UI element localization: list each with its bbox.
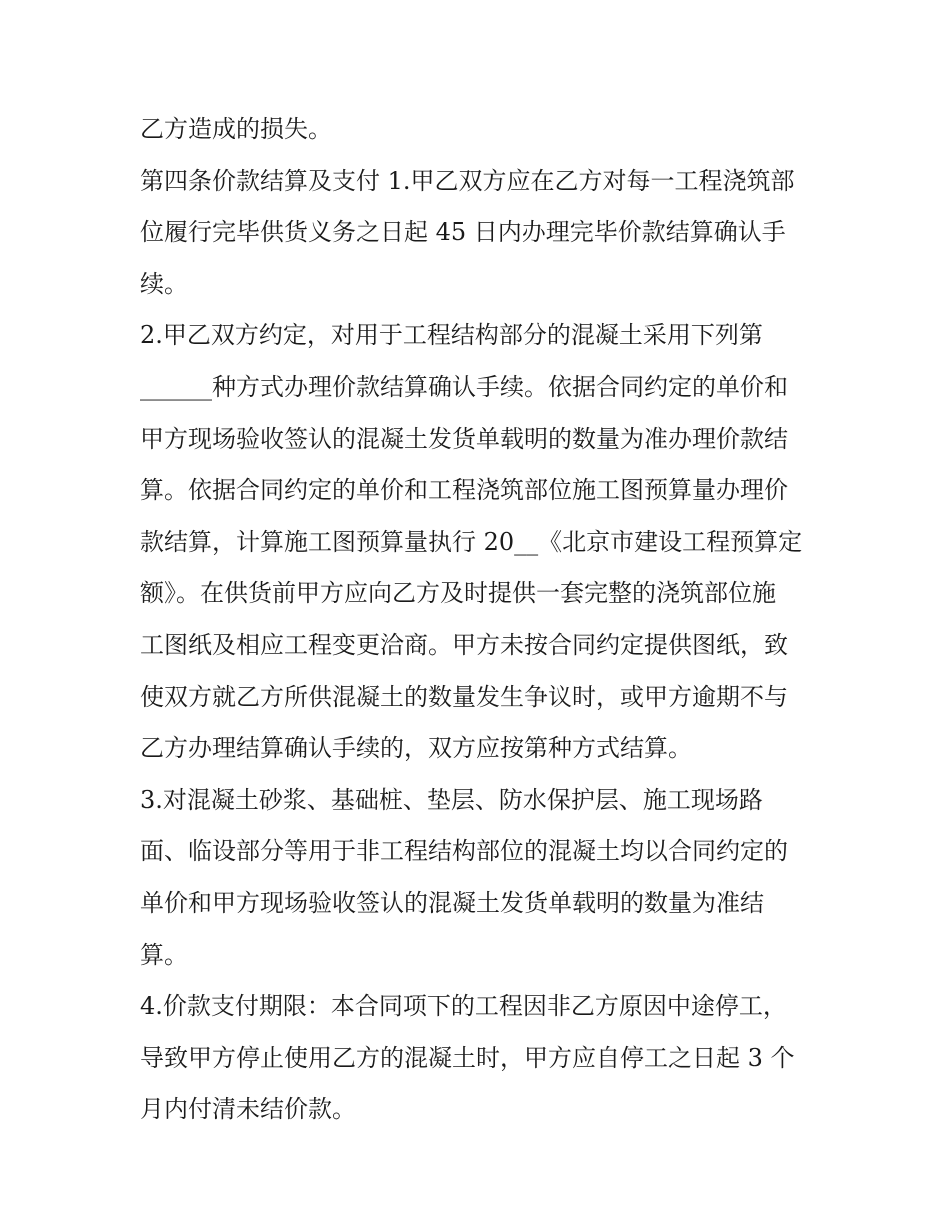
text-line: 额》。在供货前甲方应向乙方及时提供一套完整的浇筑部位施 bbox=[140, 579, 776, 608]
text-line: 甲方现场验收签认的混凝土发货单载明的数量为准办理价款结 bbox=[140, 424, 788, 453]
text-line: 算。依据合同约定的单价和工程浇筑部位施工图预算量办理价 bbox=[140, 476, 788, 505]
document-body bbox=[140, 104, 820, 1136]
text-line: 算。 bbox=[140, 940, 188, 969]
text-line: 导致甲方停止使用乙方的混凝土时，甲方应自停工之日起 3 个 bbox=[140, 1043, 795, 1072]
text-line: 使双方就乙方所供混凝土的数量发生争议时，或甲方逾期不与 bbox=[140, 682, 788, 711]
text-line: 款结算，计算施工图预算量执行 20__《北京市建设工程预算定 bbox=[140, 527, 803, 556]
text-line: 单价和甲方现场验收签认的混凝土发货单载明的数量为准结 bbox=[140, 888, 764, 917]
text-line: ______种方式办理价款结算确认手续。依据合同约定的单价和 bbox=[140, 372, 788, 401]
text-line: 月内付清未结价款。 bbox=[140, 1095, 356, 1124]
text-line: 工图纸及相应工程变更洽商。甲方未按合同约定提供图纸，致 bbox=[140, 630, 788, 659]
text-line: 乙方造成的损失。 bbox=[140, 115, 332, 143]
text-line: 续。 bbox=[140, 269, 188, 298]
text-line: 第四条价款结算及支付 1.甲乙双方应在乙方对每一工程浇筑部 bbox=[140, 166, 795, 195]
text-line: 3.对混凝土砂浆、基础桩、垫层、防水保护层、施工现场路 bbox=[140, 785, 763, 814]
text-line: 4.价款支付期限：本合同项下的工程因非乙方原因中途停工， bbox=[140, 992, 787, 1021]
text-line: 2.甲乙双方约定，对用于工程结构部分的混凝土采用下列第 bbox=[140, 321, 763, 350]
text-line: 乙方办理结算确认手续的，双方应按第种方式结算。 bbox=[140, 734, 692, 763]
text-line: 面、临设部分等用于非工程结构部位的混凝土均以合同约定的 bbox=[140, 837, 788, 866]
text-line: 位履行完毕供货义务之日起 45 日内办理完毕价款结算确认手 bbox=[140, 218, 786, 247]
